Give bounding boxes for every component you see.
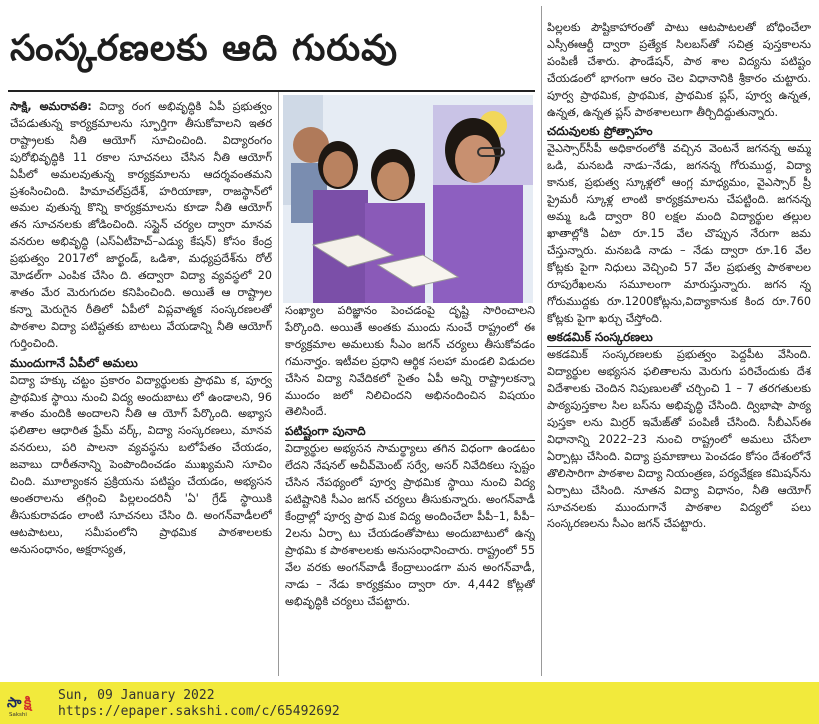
column-divider [278, 92, 279, 676]
students-reading-photo [283, 95, 533, 303]
headline-underline [8, 90, 535, 92]
subheading: అకడమిక్ సంస్కరణలు [547, 328, 811, 347]
students-reading-illustration [283, 95, 533, 303]
sakshi-logo [6, 688, 40, 718]
article-paragraph: పిల్లలకు పౌష్టికాహారంతో పాటు ఆటపాటలతో బోధించేలా ఎస్సీఈఆర్టీ ద్వారా ప్రత్యేక సిలబస్‌తో సచిత్ర పుస్తకాలను పంపిణీ చేశారు. ఫౌండేషన్, పాఠ శాల విద్యను పటిష్టం చేయడంలో భాగంగా ఆరం చెల విధానానికి శ్రీకారం చుట్టారు. పూర్వ ప్రాథమిక, ప్రాథమిక, ప్రాథమిక ప్లస్, పూర్వ ఉన్నత, ఉన్నత, ఉన్నత ప్లస్ పాఠశాలలుగా తీర్చిదిద్దుతున్నారు. [547, 21, 811, 119]
epaper-url[interactable]: https://epaper.sakshi.com/c/65492692 [58, 704, 340, 719]
article-paragraph: విద్యార్థుల అభ్యసన సామర్థ్యాలు తగిన విధంగా ఉండటం లేదని నేషనల్ అచీవ్‌మెంట్ సర్వే, అసర్ నివేదికలు స్పష్టం చేసిన నేపథ్యంలో పూర్వ ప్రాథమిక స్థాయి నుంచి విద్య పటిష్టానికి సీఎం జగన్ చర్యలు తీసుకున్నారు. అంగన్‌వాడీ కేంద్రాల్లో పూర్వ ప్రాథ మిక విద్య అందించేలా పీపీ–1, పీపీ–2లను ఏర్పా టు చేయడంతోపాటు అందుబాటులో ఉన్న ప్రాథమి క పాఠశాలలకు అనుసంధానించారు. రాష్ట్రంలో 55 వేల వరకు అంగన్‌వాడీ కేంద్రాలుండగా మన అంగన్‌వాడీ, నాడు – నేడు కార్యక్రమం ద్వారా రూ. 4,442 కోట్లతో అభివృద్ధికి చర్యలు చేపట్టారు. [285, 442, 535, 608]
headline: సంస్కరణలకు ఆది గురువు [10, 28, 399, 69]
dateline: సాక్షి, అమరావతి: [10, 100, 92, 113]
subheading: ముందుగానే ఏపీలో అమలు [10, 354, 272, 373]
subheading: పటిష్టంగా పునాది [285, 422, 535, 441]
svg-text:క్షి: క్షి [24, 695, 32, 711]
article-column-1 [10, 99, 272, 674]
article-paragraph: వైఎస్సార్‌సీపీ అధికారంలోకి వచ్చిన వెంటనే జగనన్న అమ్మ ఒడి, మనబడి నాడు–నేడు, జగనన్న గోరుముద్ద, విద్యా కానుక, ప్రభుత్వ స్కూళ్లలో ఆంగ్ల మాధ్యమం, వైఎస్సార్ ప్రీ ప్రైమరీ స్కూళ్ల లాంటి కార్యక్రమాలను చేపట్టింది. జగనన్న అమ్మ ఒడి ద్వారా 80 లక్షల మంది విద్యార్థుల తల్లుల ఖాతాల్లోకి ఏటా రూ.15 వేల చొప్పున నేరుగా జమ చేస్తున్నారు. మనబడి నాడు – నేడు ద్వారా రూ.16 వేల కోట్లకు పైగా నిధులు వెచ్చించి 57 వేల ప్రభుత్వ పాఠశాలల రూపురేఖలను సమూలంగా మారుస్తున్నారు. జగన న్న గోరుముద్దకు రూ.1200కోట్లను,విద్యాకానుక కింద రూ.760 కోట్లకు పైగా ఖర్చు చేస్తోంది. [547, 142, 811, 325]
article-column-3 [547, 20, 811, 675]
footer-bar [0, 682, 819, 724]
svg-text:సా: సా [7, 695, 22, 711]
article-paragraph [10, 99, 272, 353]
svg-text:Sakshi: Sakshi [9, 712, 27, 718]
article-paragraph: విద్యా హక్కు చట్టం ప్రకారం విద్యార్థులకు ప్రాథమి క, పూర్వ ప్రాథమిక స్థాయి నుంచి విద్య అందుబాటు లో ఉండాలని, 96 శాతం మందికి అందాలని నీతి ఆ యోగ్ పేర్కొంది. అభ్యాస ఫలితాల ఆధారిత ఫ్రేమ్ వర్క్, విద్యా సంస్కరణలు, మానవ వనరులు, పరి పాలనా వ్యవస్థను బలోపేతం చేయడం, జవాబు దారీతనాన్ని పెంపొందించడం ముఖ్యమని సూచిం చింది. మూల్యాంకన ప్రక్రియను పటిష్టం చేయడం, అభ్యసన అంతరాలను తగ్గించి పిల్లలందరినీ 'ఏ' గ్రేడ్ స్థాయికి తీసుకురావడం లాంటి సూచనలు చేసిం ది. అంగన్‌వాడీలలో ఆటపాటలు, సమీపంలోని ప్రాథమిక పాఠశాలలకు అనుసంధానం, అక్షరాస్యత, [10, 373, 272, 556]
article-paragraph: సంఖ్యాల పరిజ్ఞానం పెంచడంపై దృష్టి సారించాలని పేర్కొంది. అయితే అంతకు ముందు నుంచే రాష్ట్రంలో ఈ కార్యక్రమాల అమలుకు సీఎం జగన్ చర్యలు తీసుకోవడం గమనార్హం. ఇటీవల ప్రధాని ఆర్థిక సలహా మండలి విడుదల చేసిన విద్యా నివేదికలో సైతం ఏపీ అన్ని రాష్ట్రాలకన్నా ముందం జలో నిలిచిందని అభినందించిన విషయం తెలిసిందే. [285, 304, 535, 419]
article-paragraph: అకడమిక్ సంస్కరణలకు ప్రభుత్వం పెద్దపీట వేసింది. విద్యార్థుల అభ్యసన ఫలితాలను మెరుగు పరిచేందుకు దేశ విదేశాలకు చెందిన నిపుణులతో చర్చించి 1 – 7 తరగతులకు పాఠ్యపుస్తకాల సిల బస్‌ను అభివృద్ధి చేసింది. ద్విభాషా పాఠ్య పుస్తకా లను మిర్రర్ ఇమేజ్‌తో పంపిణీ చేసింది. సీబీఎస్ఈ విధానాన్ని 2022–23 నుంచి రాష్ట్రంలో అమలు చేసేలా ఏర్పాట్లు చేసింది. విద్యా ప్రమాణాలు పెంచడం కోసం దేశంలోనే తొలిసారిగా పాఠశాల విద్యా నియంత్రణ, పర్యవేక్షణ కమిషన్‌ను ఏర్పాటు చేసింది. నూతన విద్యా విధానం, నీతి ఆయోగ్ సూచనలకు ముందుగానే పాఠశాల విద్యలో పలు సంస్కరణలను సీఎం జగన్ చేపట్టారు. [547, 348, 811, 531]
paragraph-text: విద్యా రంగ అభివృద్ధికి ఏపీ ప్రభుత్వం చేపడుతున్న కార్యక్రమాలను స్ఫూర్తిగా తీసుకోవాలని ఇతర రాష్ట్రాలకు నీతి ఆయోగ్ సూచించింది. విద్యారంగం పురోభివృద్ధికి 11 రకాల సూచనలు చేసిన నీతి ఆయోగ్ ఏపీలో అమలవుతున్న కార్యక్రమాలను ఆదర్శవంతమని ప్రశంసించింది. హిమాచల్‌ప్రదేశ్, హరియాణా, రాజస్థాన్‌లో అమల వుతున్న కొన్ని కార్యక్రమాలను కూడా నీతి ఆయోగ్ తన సూచనలకు జోడించింది. సస్టైన్ చర్యల ద్వారా మానవ వనరుల అభివృద్ధి (ఎస్ఏటీహెచ్–ఎడ్యు కేషన్) కోసం కేంద్ర ప్రభుత్వం 2017లో జార్ఖండ్, ఒడిశా, మధ్యప్రదేశ్‌ను రోల్ మోడల్‌గా ఎంపిక చేసిం ది. తద్వారా విద్యా వ్యవస్థలో 20 శాతం మేర మెరుగుదల కనిపించింది. అయితే ఆ రాష్ట్రాల కన్నా మెరుగైన రీతిలో ఏపీలో విప్లవాత్మక సంస్కరణలతో పాఠశాల విద్యా పటిష్టతకు బాటలు వేయడాన్ని నీతి ఆయోగ్ గుర్తించింది. [10, 100, 272, 350]
article-column-2 [285, 303, 535, 675]
column-divider [541, 6, 542, 676]
subheading: చదువులకు ప్రోత్సాహం [547, 122, 811, 141]
publication-date: Sun, 09 January 2022 [58, 688, 215, 703]
